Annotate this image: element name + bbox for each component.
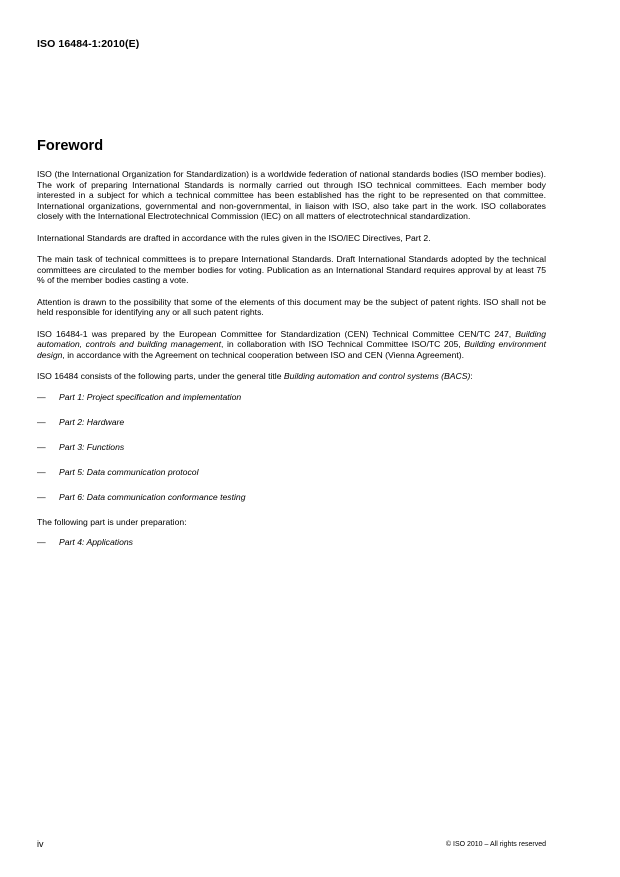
paragraph-committee-task: The main task of technical committees is to prepare International Standards. Draft International Standards adopted by the technical committees are circulated to the member bodies for voting. Publication as an International Standard requires approval by at least 75 % of the member bodies casting a vote. — [37, 254, 546, 285]
dash-bullet: — — [37, 416, 46, 427]
general-title: Building automation and control systems (BACS) — [283, 371, 471, 381]
dash-bullet: — — [37, 537, 46, 547]
preparation-list — [37, 537, 546, 548]
dash-bullet: — — [37, 466, 46, 477]
list-item: — Part 2: Hardware — [37, 416, 125, 427]
document-identifier: ISO 16484-1:2010(E) — [37, 38, 140, 50]
dash-bullet: — — [37, 491, 46, 502]
paragraph-preparation: ISO 16484-1 was prepared by the European Committee for Standardization (CEN) Technical Committee CEN/TC 247, Building automation, controls and building management, in collaboration with ISO Technical Committee ISO/TC 205, Building environment design, in accordance with the Agreement on technical cooperation between ISO and CEN (Vienna Agreement). — [37, 328, 546, 360]
paragraph-patent-rights: Attention is drawn to the possibility that some of the elements of this document may be the subject of patent rights. ISO shall not be held responsible for identifying any or all such patent rights. — [37, 296, 546, 317]
list-item: — Part 3: Functions — [37, 441, 125, 452]
paragraph-parts-intro: ISO 16484 consists of the following parts, under the general title Building automation and control systems (BACS): — [37, 371, 473, 381]
copyright-notice: © ISO 2010 – All rights reserved — [445, 841, 546, 848]
list-item: — Part 6: Data communication conformance testing — [37, 491, 246, 502]
committee-title: Building automation, controls and building management — [37, 328, 546, 349]
list-item: — Part 5: Data communication protocol — [37, 466, 199, 477]
dash-bullet: — — [37, 391, 46, 402]
paragraph-drafting-rules: International Standards are drafted in accordance with the rules given in the ISO/IEC Directives, Part 2. — [37, 232, 431, 243]
iso-committee-title: Building environment design — [37, 339, 546, 360]
parts-list — [37, 392, 546, 503]
paragraph-iso-overview: ISO (the International Organization for Standardization) is a worldwide federation of national standards bodies (ISO member bodies). The work of preparing International Standards is normally carried out through ISO technical committees. Each member body interested in a subject for which a technical committee has been established has the right to be represented on that committee. International organizations, governmental and non-governmental, in liaison with ISO, also take part in the work. ISO collaborates closely with the International Electrotechnical Commission (IEC) on all matters of electrotechnical standardization. — [37, 169, 546, 221]
foreword-body — [37, 169, 546, 548]
list-item: — Part 4: Applications — [37, 537, 133, 547]
section-title: Foreword — [37, 138, 104, 154]
page-number: iv — [37, 839, 44, 849]
dash-bullet: — — [37, 441, 46, 452]
paragraph-under-preparation: The following part is under preparation: — [37, 516, 187, 527]
list-item: — Part 1: Project specification and implementation — [37, 391, 242, 402]
